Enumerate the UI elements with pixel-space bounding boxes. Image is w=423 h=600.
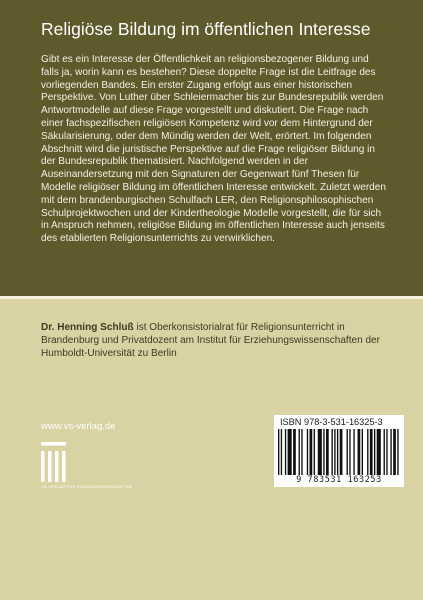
ean-digits: 9 783531 163253: [296, 475, 382, 485]
author-panel: [0, 299, 423, 600]
book-title: Religiöse Bildung im öffentlichen Interesse: [41, 19, 371, 39]
barcode-icon: [278, 429, 400, 475]
author-bio: [41, 321, 386, 360]
isbn-barcode-box: [274, 415, 404, 487]
publisher-logo-caption: VS VERLAG FÜR SOZIALWISSENSCHAFTEN: [41, 484, 133, 489]
book-blurb: Gibt es ein Interesse der Öffentlichkeit an religionsbezogener Bildung und falls ja, worin kann es bestehen? Diese doppelte Frage ist die Leitfrage des vorliegenden Bandes. Ein erster Zugang erfolgt aus einer historischen Perspektive. Von Luther über Schleiermacher bis zur Bundesrepublik werden Antwortmodelle auf diese Frage vorgestellt und diskutiert. Die Frage nach einer fachspezifischen religiösen Kompetenz wird vor dem Hintergrund der Säkularisierung, oder dem Mündig werden der Welt, erörtert. Im folgenden Abschnitt wird die juristische Perspektive auf die Frage religiöser Bildung in der Bundesrepublik thematisiert. Nachfolgend werden in der Auseinandersetzung mit den Signaturen der Gegenwart fünf Thesen für Modelle religiöser Bildung im öffentlichen Interesse entwickelt. Zuletzt werden mit dem brandenburgischen Schulfach LER, den Religionsphilosophischen Schulprojektwochen und der Kindertheologie Modelle vorgestellt, die für sich in Anspruch nehmen, religiöse Bildung im öffentlichen Interesse auch jenseits des etablierten Religionsunterrichts zu verwirklichen.: [41, 54, 386, 245]
publisher-logo-icon: [41, 442, 151, 482]
author-bio-text: ist Oberkonsistorialrat für Religionsunterricht in Brandenburg und Privatdozent am Institut für Erziehungswissenschaften der Humboldt-Universität zu Berlin: [41, 322, 380, 359]
isbn-label: ISBN 978-3-531-16325-3: [280, 417, 383, 427]
description-panel: [0, 0, 423, 296]
author-name: Dr. Henning Schluß: [41, 322, 134, 333]
publisher-url: www.vs-verlag.de: [41, 421, 116, 432]
